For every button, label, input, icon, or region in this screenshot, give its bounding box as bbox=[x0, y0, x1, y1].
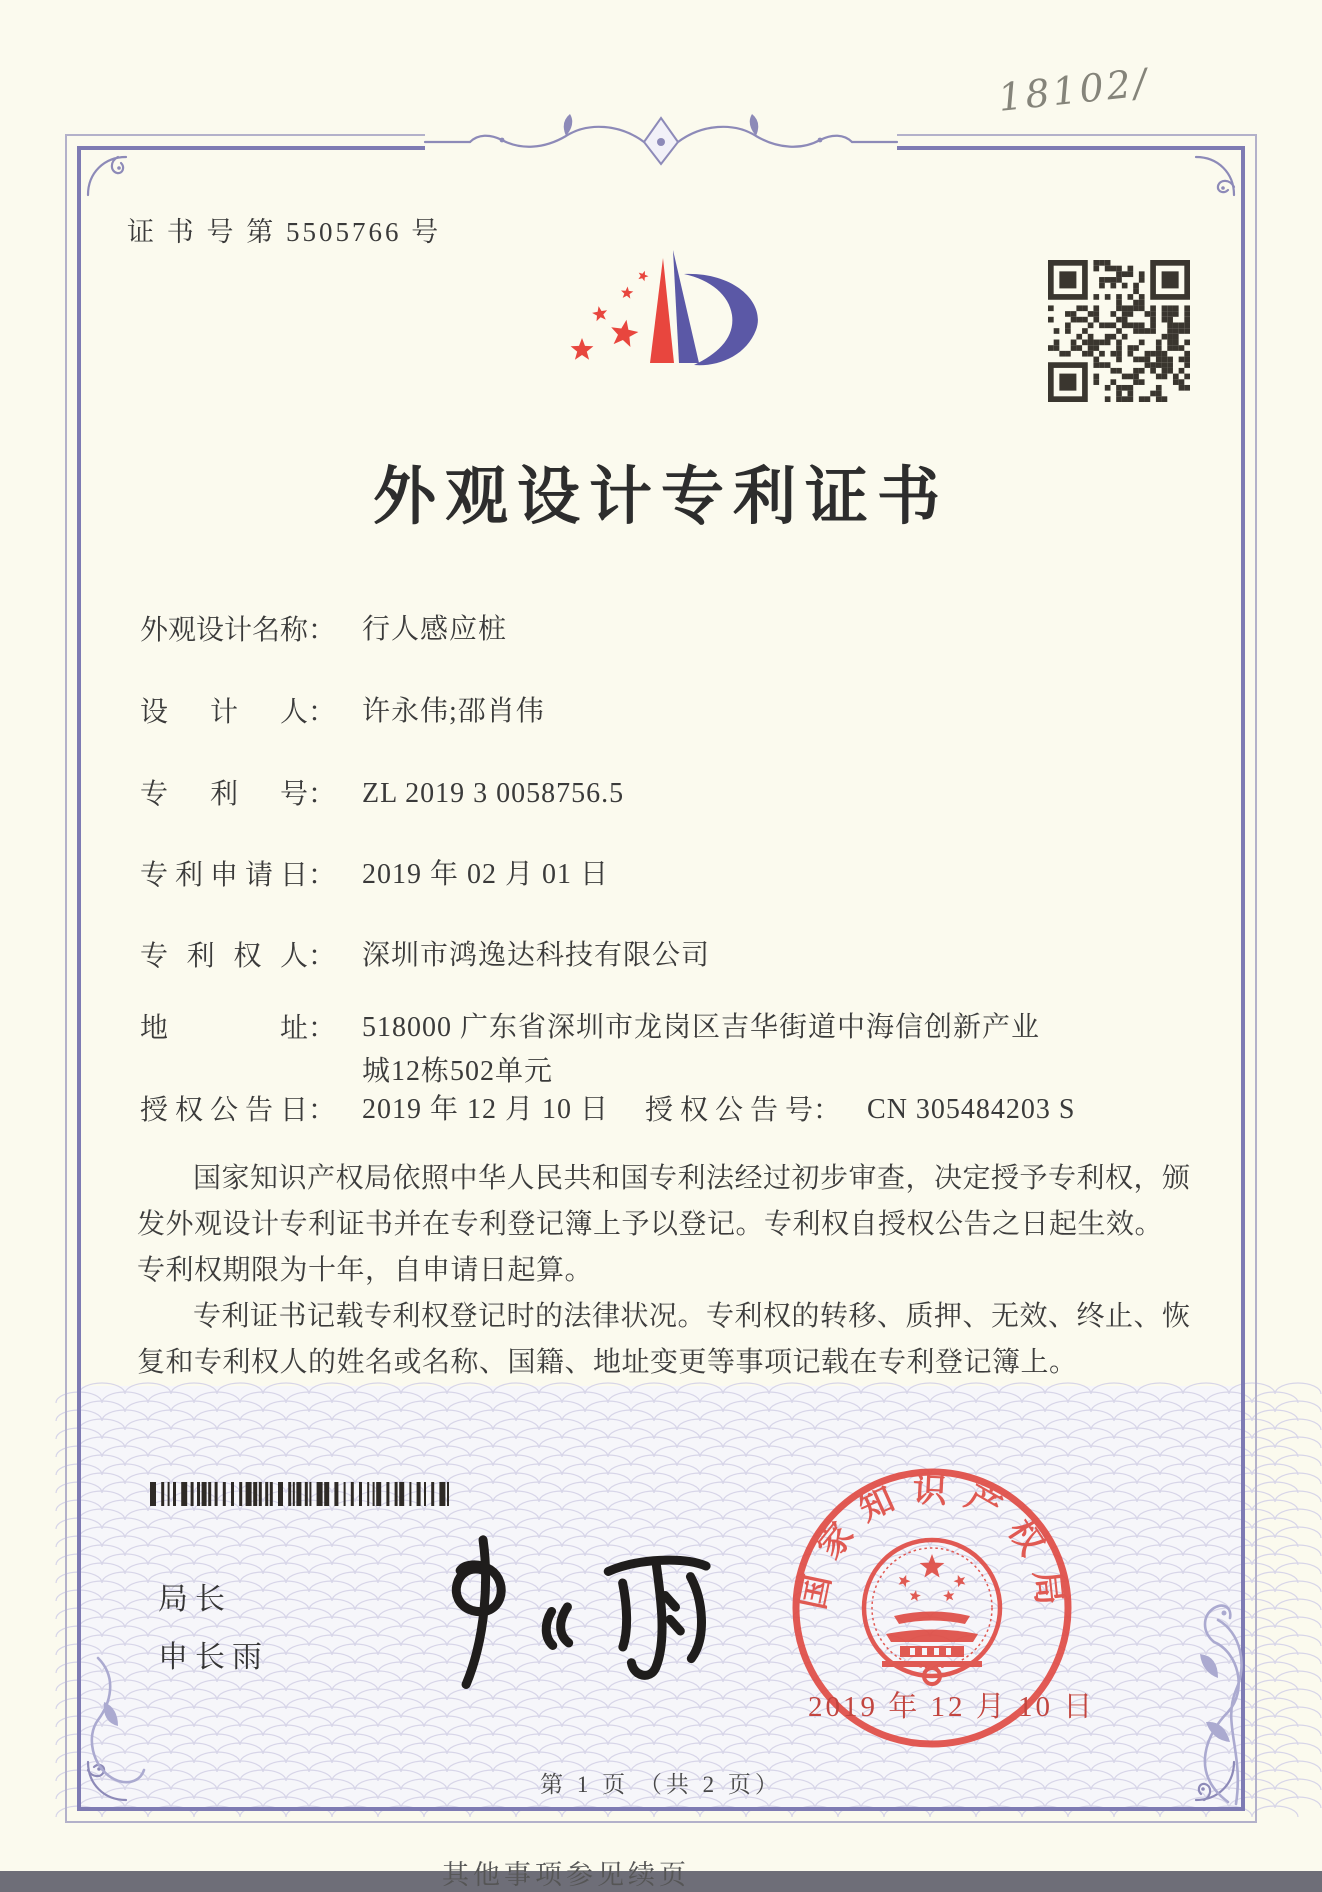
field-colon: ： bbox=[308, 1013, 337, 1044]
cnipa-logo bbox=[460, 198, 790, 368]
field-colon: ： bbox=[813, 1095, 842, 1126]
barcode bbox=[150, 1482, 456, 1506]
field-label: 专利权人 bbox=[140, 941, 308, 972]
continuation-note: 其他事项参见续页 bbox=[442, 1860, 690, 1890]
field-value: 行人感应桩 bbox=[362, 614, 508, 645]
logo-stars-icon bbox=[571, 271, 649, 360]
field-colon: ： bbox=[308, 860, 337, 891]
field-label: 地址 bbox=[140, 1013, 308, 1044]
officer-name: 申长雨 bbox=[158, 1641, 269, 1674]
field-label: 设计人 bbox=[140, 697, 308, 728]
field-label: 专利号 bbox=[140, 779, 308, 810]
grant-number-group bbox=[645, 1088, 1075, 1132]
grant-date-group bbox=[140, 1088, 610, 1126]
field-value: 深圳市鸿逸达科技有限公司 bbox=[362, 940, 711, 971]
field-colon: ： bbox=[308, 615, 337, 646]
logo-blue-spike-icon bbox=[673, 250, 699, 363]
top-border-ornament bbox=[330, 96, 992, 176]
field-row-design-name bbox=[140, 608, 507, 652]
field-label: 专利申请日 bbox=[140, 860, 308, 891]
field-colon: ： bbox=[308, 941, 337, 972]
field-row-address bbox=[140, 1006, 1064, 1094]
handwritten-annotation: 18102/ bbox=[996, 60, 1152, 120]
seal-date: 2019 年 12 月 10 日 bbox=[808, 1691, 1096, 1723]
page-title: 外观设计专利证书 bbox=[373, 462, 949, 532]
field-value: ZL 2019 3 0058756.5 bbox=[362, 778, 625, 809]
handwritten-signature bbox=[396, 1512, 733, 1733]
legal-paragraph-1: 国家知识产权局依照中华人民共和国专利法经过初步审查，决定授予专利权，颁发外观设计专利证书并在专利登记簿上予以登记。专利权自授权公告之日起生效。专利权期限为十年，自申请日起算。 bbox=[137, 1163, 1191, 1286]
qr-code bbox=[1048, 260, 1190, 402]
seal-emblem-stars-icon bbox=[899, 1554, 966, 1601]
field-colon: ： bbox=[308, 779, 337, 810]
legal-text bbox=[137, 1156, 1191, 1386]
svg-text:国家知识产权局 bbox=[794, 1471, 1069, 1623]
grant-date-value: 2019 年 12 月 10 日 bbox=[362, 1094, 610, 1125]
seal-ring-text: 国家知识产权局 bbox=[794, 1471, 1069, 1623]
field-label: 授权公告日 bbox=[140, 1095, 308, 1126]
field-row-patent-number bbox=[140, 772, 624, 816]
field-row-filing-date bbox=[140, 853, 609, 897]
grant-row bbox=[140, 1088, 1202, 1132]
certificate-number: 证 书 号 第 5505766 号 bbox=[127, 217, 442, 247]
field-label: 授权公告号 bbox=[645, 1095, 813, 1126]
page-number: 第 1 页 （共 2 页） bbox=[540, 1772, 782, 1797]
corner-ornament-icon bbox=[1192, 155, 1236, 199]
grant-number-value: CN 305484203 S bbox=[867, 1094, 1076, 1125]
logo-red-spike-icon bbox=[650, 258, 674, 363]
field-row-patentee bbox=[140, 934, 710, 978]
field-colon: ： bbox=[308, 697, 337, 728]
legal-paragraph-2: 专利证书记载专利权登记时的法律状况。专利权的转移、质押、无效、终止、恢复和专利权人的姓名或名称、国籍、地址变更等事项记载在专利登记簿上。 bbox=[137, 1301, 1191, 1378]
field-value: 许永伟;邵肖伟 bbox=[362, 696, 545, 727]
corner-ornament-icon bbox=[86, 155, 130, 199]
officer-title: 局长 bbox=[158, 1583, 232, 1616]
field-value: 518000 广东省深圳市龙岗区吉华街道中海信创新产业城12栋502单元 bbox=[362, 1012, 1041, 1088]
field-colon: ： bbox=[308, 1095, 337, 1126]
field-row-designer bbox=[140, 690, 545, 734]
field-value: 2019 年 02 月 01 日 bbox=[362, 859, 610, 890]
field-label: 外观设计名称 bbox=[140, 615, 309, 646]
